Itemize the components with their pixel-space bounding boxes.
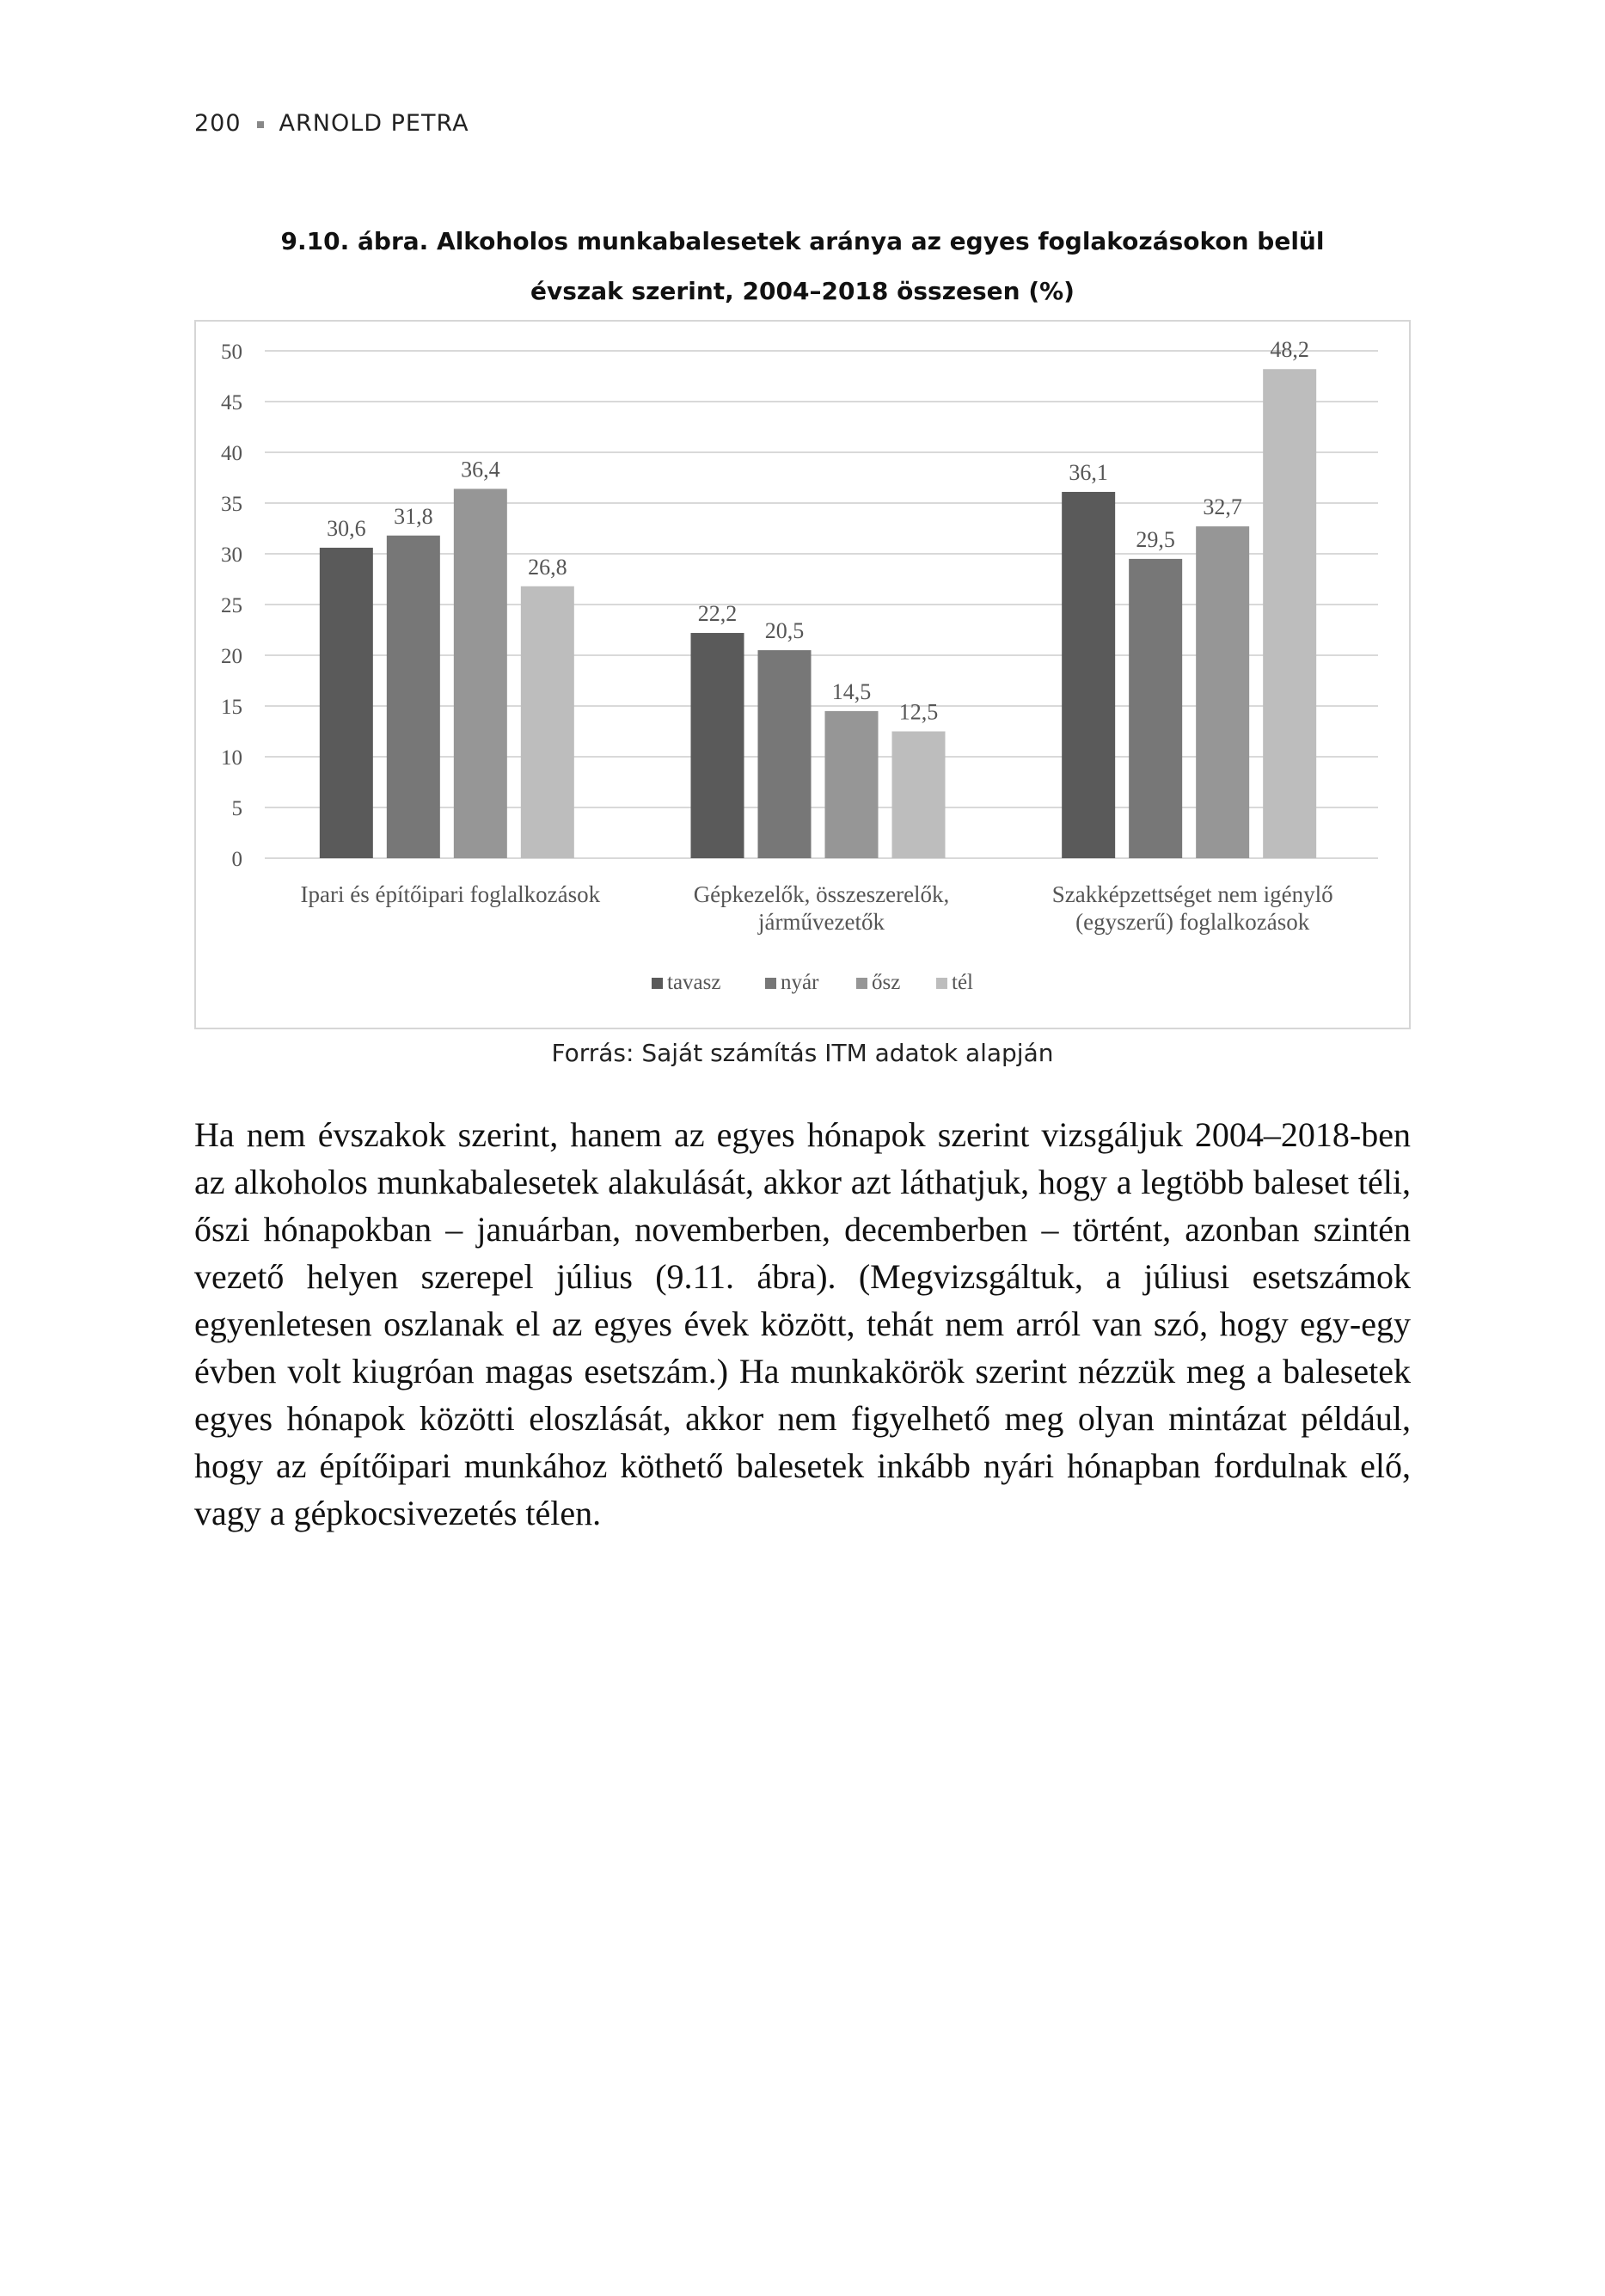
legend-label: tavasz: [667, 971, 721, 994]
figure-title-line-2: évszak szerint, 2004–2018 összesen (%): [530, 277, 1075, 305]
figure-title-line-1: 9.10. ábra. Alkoholos munkabalesetek aránya az egyes foglakozásokon belül: [280, 227, 1325, 255]
x-category-label: (egyszerű) foglalkozások: [1075, 909, 1310, 935]
bar-chart: [194, 320, 1411, 1029]
data-label: 12,5: [898, 699, 939, 725]
data-label: 31,8: [394, 503, 433, 529]
bar: [825, 711, 879, 858]
separator-square-icon: [257, 121, 264, 128]
y-tick-label: 15: [221, 696, 242, 719]
body-paragraph: Ha nem évszakok szerint, hanem az egyes hónapok szerint vizsgáljuk 2004–2018-ben az alkoholos munkabalesetek alakulását, akkor azt láthatjuk, hogy a legtöbb baleset téli, őszi hónapokban – januárban, novemberben, decemberben – történt, azonban szintén vezető helyen szerepel július (9.11. ábra). (Megvizsgáltuk, a júliusi esetszámok egyenletesen oszlanak el az egyes évek között, tehát nem arról van szó, hogy egy-egy évben volt kiugróan magas esetszám.) Ha munkakörök szerint nézzük meg a balesetek egyes hónapok közötti eloszlását, akkor nem figyelhető meg olyan mintázat például, hogy az építőipari munkához köthető balesetek inkább nyári hónapban fordulnak elő, vagy a gépkocsivezetés télen.: [194, 1115, 1411, 1532]
legend-swatch: [856, 978, 867, 989]
figure-title: [194, 217, 1411, 316]
y-tick-label: 45: [221, 391, 242, 414]
data-label: 30,6: [327, 515, 366, 541]
running-head: [194, 110, 469, 137]
x-category-label: Szakképzettséget nem igénylő: [1051, 881, 1333, 907]
bar: [758, 650, 812, 858]
bar: [320, 548, 373, 858]
data-label: 36,4: [461, 457, 500, 482]
legend-label: nyár: [781, 971, 819, 994]
bar: [1129, 559, 1182, 858]
author-name: ARNOLD PETRA: [279, 110, 469, 137]
y-tick-label: 0: [231, 848, 242, 871]
page-number: 200: [194, 110, 242, 137]
bar: [387, 536, 440, 858]
chart-canvas: [196, 322, 1409, 1028]
legend-swatch: [652, 978, 663, 989]
data-label: 26,8: [528, 554, 567, 580]
data-label: 20,5: [764, 618, 805, 644]
bar: [892, 732, 946, 859]
data-label: 32,7: [1203, 494, 1242, 520]
data-label: 14,5: [831, 678, 872, 704]
data-label: 22,2: [697, 601, 738, 627]
y-tick-label: 30: [221, 543, 242, 567]
y-tick-label: 25: [221, 594, 242, 617]
legend-swatch: [765, 978, 776, 989]
y-tick-label: 35: [221, 493, 242, 516]
y-tick-label: 5: [231, 797, 242, 820]
y-tick-label: 40: [221, 442, 242, 465]
bar: [1062, 492, 1115, 858]
bar: [1263, 369, 1316, 858]
x-category-label: Gépkezelők, összeszerelők,: [693, 881, 950, 907]
bar: [691, 633, 744, 858]
y-tick-label: 50: [221, 341, 242, 364]
legend-label: tél: [952, 971, 973, 994]
data-label: 48,2: [1270, 337, 1309, 363]
x-category-label: járművezetők: [758, 909, 885, 935]
bar: [454, 488, 507, 858]
legend-label: ősz: [872, 971, 901, 994]
data-label: 29,5: [1136, 526, 1175, 552]
x-category-label: Ipari és építőipari foglalkozások: [300, 881, 601, 907]
data-label: 36,1: [1069, 460, 1108, 486]
bar: [1196, 526, 1249, 858]
legend-swatch: [936, 978, 947, 989]
y-tick-label: 20: [221, 645, 242, 668]
bar: [521, 586, 574, 858]
figure-source: Forrás: Saját számítás ITM adatok alapján: [551, 1039, 1054, 1067]
y-tick-label: 10: [221, 746, 242, 770]
